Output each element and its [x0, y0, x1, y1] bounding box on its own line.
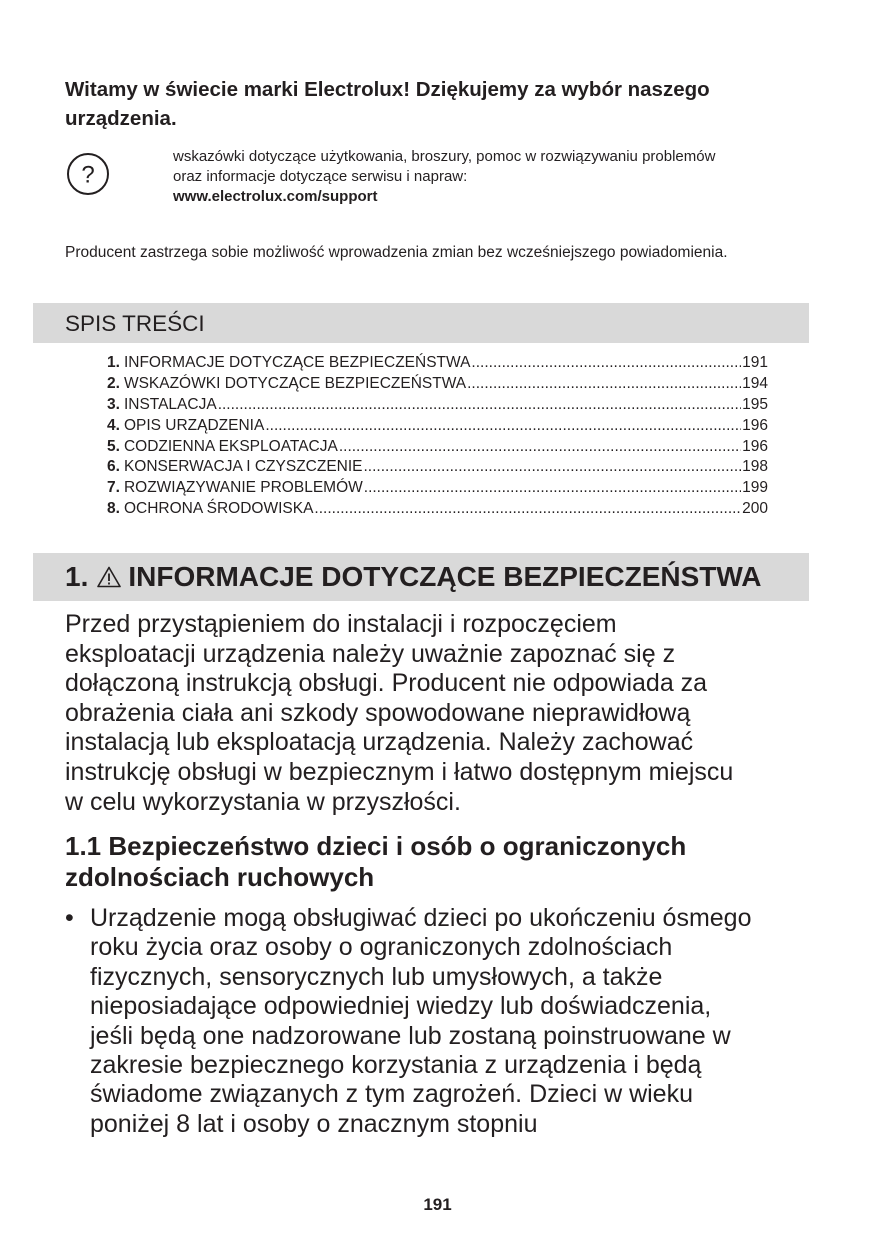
intro-line: dołączoną instrukcją obsługi. Producent nie odpowiada za: [65, 669, 708, 698]
toc-leader: [314, 499, 741, 520]
subsection-heading: [65, 831, 810, 893]
toc-item[interactable]: [107, 353, 768, 374]
intro-line: instrukcję obsługi w bezpiecznym i łatwo dostępnym miejscu: [65, 757, 734, 786]
toc-item[interactable]: [107, 478, 768, 499]
toc-item-number: 2.: [107, 374, 120, 392]
toc-leader: [218, 395, 741, 416]
section-title-text: INFORMACJE DOTYCZĄCE BEZPIECZEŃSTWA: [128, 561, 762, 592]
toc-item-page: 200: [742, 500, 768, 518]
toc-item-label: INFORMACJE DOTYCZĄCE BEZPIECZEŃSTWA: [123, 354, 471, 371]
toc-leader: [339, 437, 741, 458]
toc-item-label: OPIS URZĄDZENIA: [123, 416, 265, 434]
welcome-heading: Witamy w świecie marki Electrolux! Dziękujemy za wybór naszego urządzenia.: [65, 78, 710, 130]
toc-item-page: 191: [742, 354, 768, 371]
toc-item[interactable]: [107, 437, 768, 458]
toc-item-number: 3.: [107, 395, 120, 413]
toc-leader: [265, 416, 741, 437]
safety-intro: [65, 610, 810, 817]
bullet-line: jeśli będą one nadzorowane lub zostaną poinstruowane w: [90, 1021, 731, 1050]
support-info: [173, 147, 813, 207]
toc-item-page: 195: [742, 395, 768, 413]
question-circle-icon: [66, 152, 110, 196]
toc-item[interactable]: [107, 457, 768, 478]
toc-item[interactable]: [107, 374, 768, 395]
toc-item-number: 4.: [107, 416, 120, 434]
subsection-heading-line: zdolnościach ruchowych: [65, 862, 375, 892]
toc-item-number: 1.: [107, 354, 120, 371]
page-number: 191: [423, 1195, 452, 1214]
toc-item-page: 194: [742, 374, 768, 392]
bullet-line: Urządzenie mogą obsługiwać dzieci po ukończeniu ósmego: [90, 904, 752, 932]
section-header-bar: [33, 553, 809, 601]
bullet-line: nieposiadające odpowiedniej wiedzy lub doświadczenia,: [90, 992, 712, 1021]
intro-line: eksploatacji urządzenia należy uważnie zapoznać się z: [65, 639, 676, 668]
svg-text:?: ?: [81, 161, 95, 189]
subsection-heading-line: 1.1 Bezpieczeństwo dzieci i osób o ograniczonych: [65, 831, 687, 861]
toc-item-label: INSTALACJA: [123, 395, 217, 413]
toc-item-number: 5.: [107, 437, 120, 455]
bullet-list: [65, 904, 815, 1139]
toc-leader: [471, 353, 741, 374]
toc-item-number: 7.: [107, 479, 120, 497]
warning-triangle-icon: [97, 566, 121, 588]
list-item: [65, 904, 815, 1139]
section-title: [65, 560, 762, 594]
intro-line: instalacją lub eksploatacją urządzenia. Należy zachować: [65, 728, 694, 757]
bullet-icon: •: [65, 904, 74, 932]
toc-item[interactable]: [107, 416, 768, 437]
bullet-line: fizycznych, sensorycznych lub umysłowych, a także: [90, 962, 663, 991]
toc-item-label: CODZIENNA EKSPLOATACJA: [123, 437, 338, 455]
toc-item[interactable]: [107, 499, 768, 520]
toc-item-number: 6.: [107, 458, 120, 476]
toc-item-page: 196: [742, 437, 768, 455]
intro-line: Przed przystąpieniem do instalacji i rozpoczęciem: [65, 610, 617, 638]
bullet-line: zakresie bezpiecznego korzystania z urządzenia i będą: [90, 1051, 702, 1080]
toc-leader: [467, 374, 741, 395]
toc-leader: [364, 478, 741, 499]
bullet-line: świadome związanych z tym zagrożeń. Dzieci w wieku: [90, 1080, 693, 1109]
toc-item-label: KONSERWACJA I CZYSZCZENIE: [123, 458, 363, 476]
toc-item-page: 199: [742, 479, 768, 497]
toc-item-label: ROZWIĄZYWANIE PROBLEMÓW: [123, 479, 363, 497]
toc-header-bar: [33, 303, 809, 343]
toc-item-number: 8.: [107, 500, 120, 518]
support-url[interactable]: www.electrolux.com/support: [173, 188, 378, 205]
toc-title: SPIS TREŚCI: [65, 311, 205, 336]
toc-item-page: 196: [742, 416, 768, 434]
bullet-line: poniżej 8 lat i osoby o znacznym stopniu: [90, 1109, 538, 1138]
support-info-line: wskazówki dotyczące użytkowania, broszury, pomoc w rozwiązywaniu problemów: [173, 148, 716, 165]
toc-item-page: 198: [742, 458, 768, 476]
bullet-line: roku życia oraz osoby o ograniczonych zdolnościach: [90, 933, 673, 962]
toc-item-label: OCHRONA ŚRODOWISKA: [123, 500, 314, 518]
toc-item[interactable]: [107, 395, 768, 416]
table-of-contents: [107, 353, 768, 520]
section-number: 1.: [65, 561, 89, 592]
support-info-line: oraz informacje dotyczące serwisu i napraw:: [173, 168, 468, 185]
toc-leader: [364, 457, 742, 478]
toc-item-label: WSKAZÓWKI DOTYCZĄCE BEZPIECZEŃSTWA: [123, 374, 467, 392]
intro-line: w celu wykorzystania w przyszłości.: [65, 787, 461, 816]
disclaimer: Producent zastrzega sobie możliwość wprowadzenia zmian bez wcześniejszego powiadomienia.: [65, 244, 728, 261]
intro-line: obrażenia ciała ani szkody spowodowane nieprawidłową: [65, 698, 691, 727]
